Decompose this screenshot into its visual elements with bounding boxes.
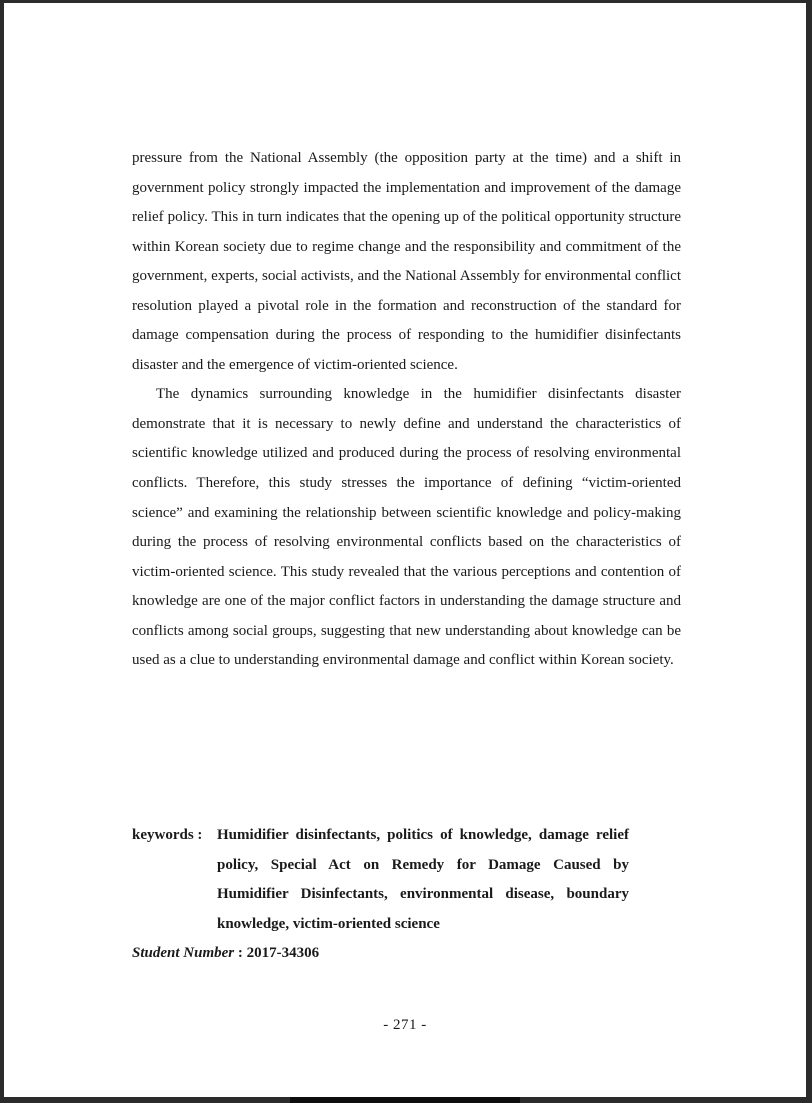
page-edge-shadow	[290, 1097, 520, 1103]
student-number-label: Student Number	[132, 945, 235, 961]
keywords-row	[132, 821, 692, 939]
student-number-separator: :	[234, 945, 247, 961]
student-number-row	[132, 939, 692, 969]
paragraph-2: The dynamics surrounding knowledge in the humidifier disinfectants disaster demonstrate that it is necessary to newly define and understand the characteristics of scientific knowledge utilized and produced during the process of resolving environmental conflicts. Therefore, this study stresses the importance of defining “victim-oriented science” and examining the relationship between scientific knowledge and policy-making during the process of resolving environmental conflicts based on the characteristics of victim-oriented science. This study revealed that the various perceptions and contention of knowledge are one of the major conflict factors in understanding the damage structure and conflicts among social groups, suggesting that new understanding about knowledge can be used as a clue to understanding environmental damage and conflict within Korean society.	[132, 386, 681, 669]
student-number-value: 2017-34306	[246, 945, 320, 961]
paragraph-1: pressure from the National Assembly (the opposition party at the time) and a shift in government policy strongly impacted the implementation and improvement of the damage relief policy. This in turn indicates that the opening up of the political opportunity structure within Korean society due to regime change and the responsibility and commitment of the government, experts, social activists, and the National Assembly for environmental conflict resolution played a pivotal role in the formation and reconstruction of the standard for damage compensation during the process of responding to the humidifier disinfectants disaster and the emergence of victim-oriented science.	[132, 150, 681, 373]
keywords-label: keywords :	[132, 827, 203, 843]
keywords-value: Humidifier disinfectants, politics of knowledge, damage relief policy, Special Act on Remedy for Damage Caused by Humidifier Disinfectants, environmental disease, boundary knowledge, victim-oriented science	[217, 827, 629, 932]
document-page	[4, 3, 806, 1097]
abstract-body	[132, 144, 681, 676]
page-number: - 271 -	[383, 1017, 427, 1033]
keywords-section	[132, 821, 692, 969]
